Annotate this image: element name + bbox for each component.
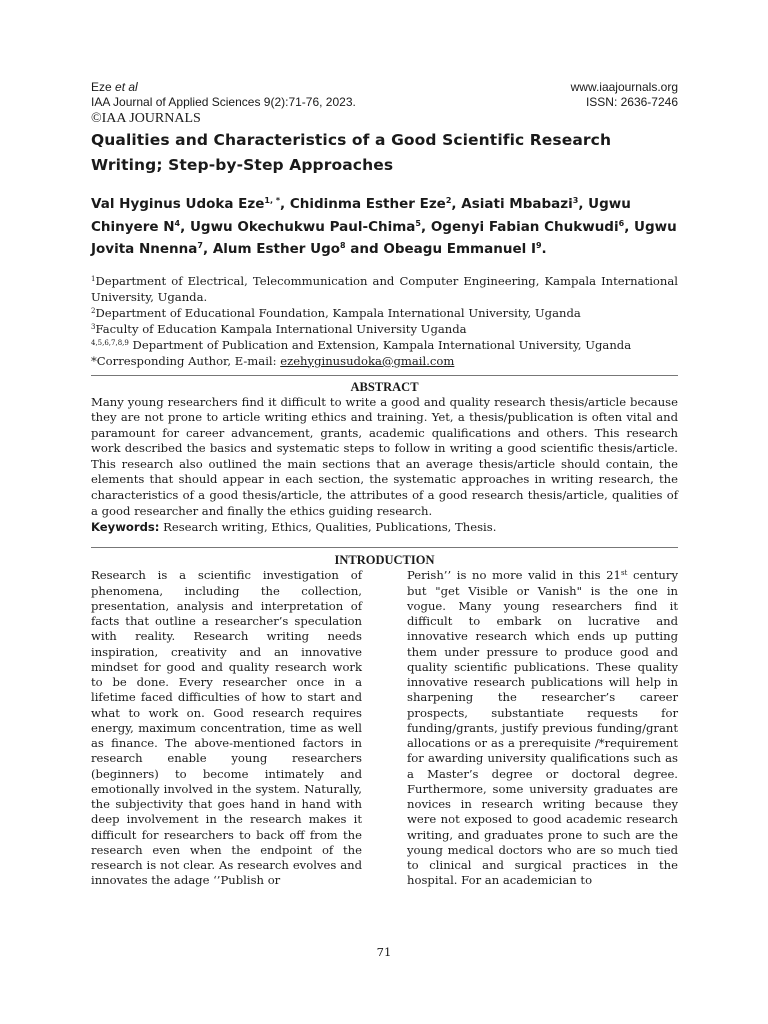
author-name: Obeagu Emmanuel I xyxy=(383,241,536,257)
author-name: Ugwu Chinyere N xyxy=(91,196,631,235)
author-affiliation-marker: 8 xyxy=(340,241,346,250)
author-separator: , xyxy=(451,196,462,212)
affiliation-marker: 3 xyxy=(91,322,96,331)
running-header-bottom xyxy=(91,95,678,110)
affiliation-item xyxy=(91,321,678,337)
author-separator: , xyxy=(420,218,431,235)
affiliation-text: Department of Electrical, Telecommunication and Computer Engineering, Kampala International University, Uganda. xyxy=(91,273,678,304)
author-separator: , xyxy=(202,241,213,257)
author-affiliation-marker: 3 xyxy=(572,196,579,205)
keywords-text: Research writing, Ethics, Qualities, Publications, Thesis. xyxy=(163,520,497,535)
affiliation-item xyxy=(91,273,678,305)
author-affiliation-marker: 2 xyxy=(445,196,452,205)
affiliations xyxy=(91,273,678,369)
paper-page xyxy=(91,80,678,908)
author-name: Asiati Mbabazi xyxy=(461,196,573,212)
abstract-text: Many young researchers find it difficult to write a good and quality research thesis/article because they are not prone to article writing ethics and training. Yet, a thesis/publication is often vital and paramount for career advancement, grants, academic qualifications and others. This research work described the basics and systematic steps to follow in writing a good scientific thesis/article. This research also outlined the main sections that an average thesis/article should contain, the elements that should appear in each section, the systematic approaches in writing research, the characteristics of a good thesis/article, the attributes of a good research thesis/article, qualities of a good researcher and finally the ethics guiding research. xyxy=(91,394,678,518)
affiliation-marker: 1 xyxy=(91,274,96,283)
affiliation-item xyxy=(91,305,678,321)
author-affiliation-marker: 6 xyxy=(618,218,625,228)
affiliation-item xyxy=(91,337,678,353)
author-separator: , xyxy=(280,196,290,212)
corresponding-email-link[interactable]: ezehyginusudoka@gmail.com xyxy=(280,353,455,368)
running-header-top xyxy=(91,80,678,95)
introduction-heading: INTRODUCTION xyxy=(334,553,435,568)
affiliation-marker: 4,5,6,7,8,9 xyxy=(91,338,129,347)
journal-name: ©IAA JOURNALS xyxy=(91,111,201,126)
author-affiliation-marker: 7 xyxy=(197,241,203,250)
corresponding-author: *Corresponding Author, E-mail: ezehyginusudoka@gmail.com xyxy=(91,353,455,368)
divider xyxy=(91,547,678,548)
author-affiliation-marker: 4 xyxy=(174,218,181,228)
divider xyxy=(91,375,678,376)
author-separator: . xyxy=(541,241,547,257)
author-affiliation-marker: 9 xyxy=(535,241,542,250)
author-name: Chidinma Esther Eze xyxy=(289,196,446,212)
author-separator: , xyxy=(578,196,589,212)
author-short: Eze et al xyxy=(91,80,138,94)
author-name: Ogenyi Fabian Chukwudi xyxy=(430,218,619,235)
author-name: Ugwu Okechukwu Paul-Chima xyxy=(189,218,416,235)
introduction-columns xyxy=(91,568,678,908)
author-separator: and xyxy=(345,241,384,257)
journal-website[interactable]: www.iaajournals.org xyxy=(570,80,678,94)
intro-column-right: Perish’’ is no more valid in this 21st century but "get Visible or Vanish" is the one in vogue. Many young researchers find it difficult to embark on lucrative and innovative research which ends up putting them under pressure to produce good and quality scientific publications. These quality innovative research publications will help in sharpening the researcher’s career prospects, substantiate requests for funding/grants, justify previous funding/grant allocations or as a prerequisite /*requirement for awarding university qualifications such as a Master’s degree or doctoral degree. Furthermore, some university graduates are novices in research writing because they were not exposed to good academic research writing, and graduates prone to such are the young medical doctors who are so much tied to clinical and surgical practices in the hospital. For an academician to xyxy=(407,568,678,888)
author-affiliation-marker: 5 xyxy=(415,218,421,228)
author-separator: , xyxy=(180,218,190,235)
intro-column-left: Research is a scientific investigation of phenomena, including the collection, presentation, analysis and interpretation of facts that outline a researcher’s speculation with reality. Research writing needs inspiration, creativity and an innovative mindset for good and quality research work to be done. Every researcher once in a lifetime faced difficulties of how to start and what to work on. Good research requires energy, maximum concentration, time as well as finance. The above-mentioned factors in research enable young researchers (beginners) to become intimately and emotionally involved in the system. Naturally, the subjectivity that goes hand in hand with deep involvement in the research makes it difficult for researchers to back off from the research even when the endpoint of the research is not clear. As research evolves and innovates the adage ‘’Publish or xyxy=(91,568,362,888)
keywords xyxy=(91,519,678,535)
journal-issn: ISSN: 2636-7246 xyxy=(585,95,678,109)
page-number: 71 xyxy=(376,945,392,959)
affiliation-text: Faculty of Education Kampala International University Uganda xyxy=(95,321,467,336)
author-affiliation-marker: 1, * xyxy=(264,196,280,205)
author-name: Alum Esther Ugo xyxy=(212,241,341,257)
paper-title: Qualities and Characteristics of a Good Scientific Research Writing; Step-by-Step Approaches xyxy=(91,131,612,174)
affiliation-text: Department of Educational Foundation, Kampala International University, Uganda xyxy=(95,305,581,320)
affiliation-marker: 2 xyxy=(91,306,96,315)
journal-citation: IAA Journal of Applied Sciences 9(2):71-76, 2023. xyxy=(91,95,356,109)
author-name: Val Hyginus Udoka Eze xyxy=(91,196,265,212)
author-name: Ugwu Jovita Nnenna xyxy=(91,218,677,257)
keywords-label: Keywords: xyxy=(91,520,160,535)
affiliation-text: Department of Publication and Extension, Kampala International University, Uganda xyxy=(128,337,632,352)
author-list xyxy=(91,193,678,261)
abstract-heading: ABSTRACT xyxy=(350,379,419,394)
affiliation-list xyxy=(91,273,678,353)
author-separator: , xyxy=(624,218,635,235)
